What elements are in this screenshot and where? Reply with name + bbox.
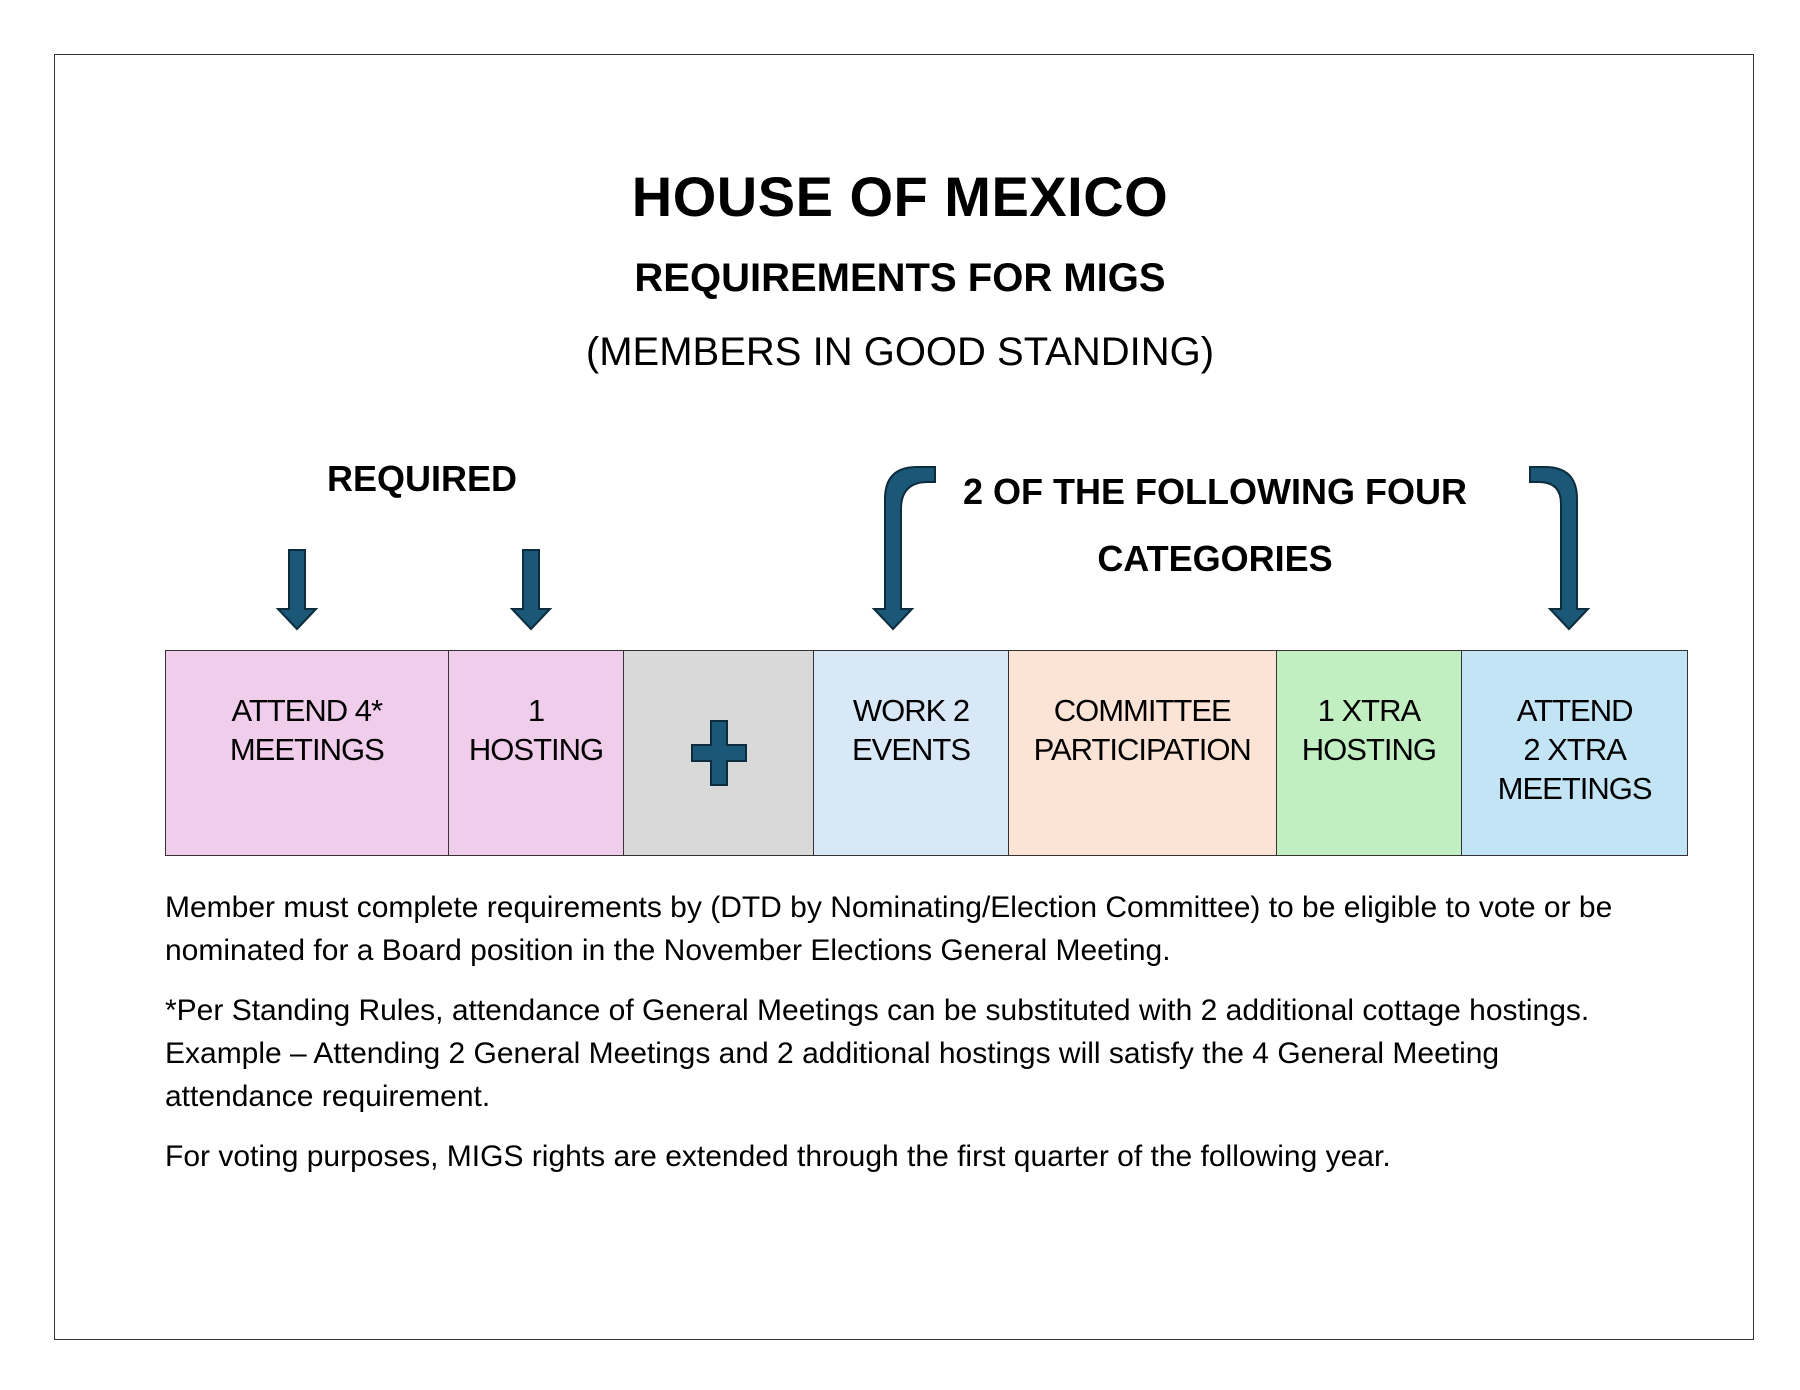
requirements-row [165,650,1688,856]
cell-committee-participation [1009,651,1277,855]
note-paragraph: For voting purposes, MIGS rights are extended through the first quarter of the following year. [165,1140,1391,1173]
cell-xtra-hosting [1277,651,1463,855]
cell-label: WORK 2 EVENTS [852,693,971,767]
cell-attend-meetings [166,651,449,855]
cell-label: ATTEND 2 XTRA MEETINGS [1497,693,1652,806]
cell-label: ATTEND 4* MEETINGS [229,693,384,767]
plus-icon [691,720,747,786]
cell-xtra-meetings [1462,651,1687,855]
cell-plus [624,651,814,855]
cell-label: 1 XTRA HOSTING [1301,693,1437,767]
notes-section [165,886,1645,1195]
cell-hosting [449,651,625,855]
cell-work-events [814,651,1009,855]
choice-heading: 2 OF THE FOLLOWING FOUR CATEGORIES [963,471,1467,579]
note-paragraph: Member must complete requirements by (DTD by Nominating/Election Committee) to be eligible to vote or be nominated for a Board position in the November Elections General Meeting. [165,891,1613,967]
page-subtitle-note: (MEMBERS IN GOOD STANDING) [585,330,1215,374]
cell-label: 1 HOSTING [468,693,604,767]
note-paragraph: *Per Standing Rules, attendance of General Meetings can be substituted with 2 additional cottage hostings. Example – Attending 2 General Meetings and 2 additional hostings will satisfy the 4 General Meeting attendance requirement. [165,994,1590,1113]
required-heading: REQUIRED [326,458,518,499]
cell-label: COMMITTEE PARTICIPATION [1033,693,1251,767]
page-subtitle: REQUIREMENTS FOR MIGS [634,256,1166,300]
page-title: HOUSE OF MEXICO [631,165,1169,228]
